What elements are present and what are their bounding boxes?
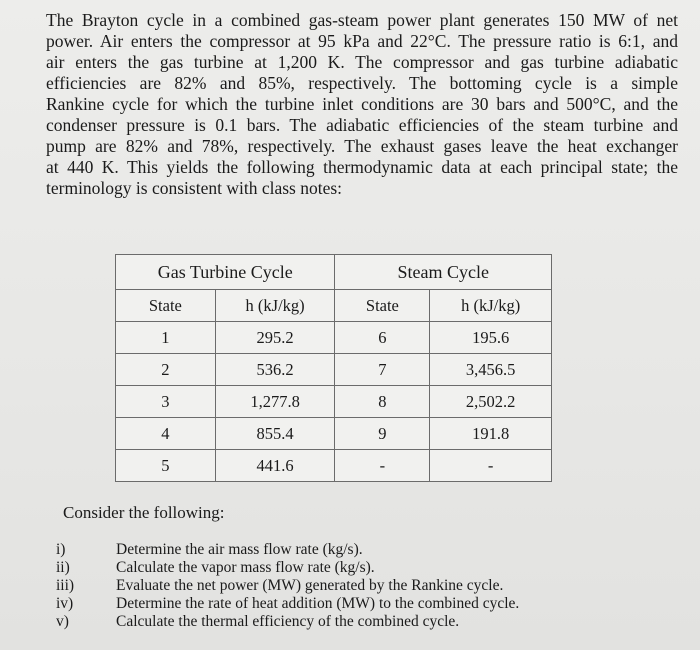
steam-state-column-header: State [335, 290, 430, 322]
question-number: iv) [56, 595, 74, 612]
steam-enthalpy-column-header: h (kJ/kg) [430, 290, 552, 322]
gas-enthalpy-cell: 295.2 [215, 322, 335, 354]
list-item [56, 541, 519, 559]
question-text: Calculate the thermal efficiency of the combined cycle. [116, 613, 460, 630]
gas-enthalpy-cell: 855.4 [215, 418, 335, 450]
gas-state-cell: 3 [116, 386, 216, 418]
list-item [56, 559, 519, 577]
steam-state-cell: - [335, 450, 430, 482]
steam-enthalpy-cell: 191.8 [430, 418, 552, 450]
gas-state-cell: 4 [116, 418, 216, 450]
statement-line: condenser pressure is 0.1 bars. The adiabatic efficiencies of the steam turbine and [46, 115, 678, 135]
question-number: i) [56, 541, 66, 558]
statement-line: pump are 82% and 78%, respectively. The exhaust gases leave the heat exchanger [46, 136, 678, 156]
list-item [56, 577, 519, 595]
statement-line: power. Air enters the compressor at 95 kPa and 22°C. The pressure ratio is 6:1, and [46, 31, 678, 51]
problem-statement [46, 10, 678, 199]
list-item [56, 595, 519, 613]
gas-enthalpy-cell: 1,277.8 [215, 386, 335, 418]
gas-state-cell: 2 [116, 354, 216, 386]
table-row [116, 450, 552, 482]
steam-state-cell: 6 [335, 322, 430, 354]
statement-line: terminology is consistent with class notes: [46, 178, 343, 198]
gas-state-column-header: State [116, 290, 216, 322]
statement-line: air enters the gas turbine at 1,200 K. The compressor and gas turbine adiabatic [46, 52, 678, 72]
table-row [116, 354, 552, 386]
steam-enthalpy-cell: 3,456.5 [430, 354, 552, 386]
consider-heading: Consider the following: [63, 503, 225, 522]
statement-line: The Brayton cycle in a combined gas-steam power plant generates 150 MW of net [46, 10, 678, 30]
steam-enthalpy-cell: 195.6 [430, 322, 552, 354]
question-number: v) [56, 613, 69, 630]
question-text: Calculate the vapor mass flow rate (kg/s). [116, 559, 375, 576]
gas-enthalpy-column-header: h (kJ/kg) [215, 290, 335, 322]
statement-line: Rankine cycle for which the turbine inlet conditions are 30 bars and 500°C, and the [46, 94, 678, 114]
gas-state-cell: 5 [116, 450, 216, 482]
question-number: ii) [56, 559, 70, 576]
steam-state-cell: 9 [335, 418, 430, 450]
steam-state-cell: 7 [335, 354, 430, 386]
list-item [56, 613, 519, 631]
question-number: iii) [56, 577, 75, 594]
table-group-header-row [116, 255, 552, 290]
steam-state-cell: 8 [335, 386, 430, 418]
steam-cycle-header: Steam Cycle [335, 255, 552, 290]
question-list [56, 541, 519, 631]
gas-enthalpy-cell: 441.6 [215, 450, 335, 482]
table-row [116, 418, 552, 450]
gas-enthalpy-cell: 536.2 [215, 354, 335, 386]
steam-enthalpy-cell: - [430, 450, 552, 482]
table-row [116, 386, 552, 418]
question-text: Evaluate the net power (MW) generated by the Rankine cycle. [116, 577, 504, 594]
question-text: Determine the air mass flow rate (kg/s). [116, 541, 363, 558]
thermodynamic-data-table [115, 254, 552, 482]
gas-turbine-cycle-header: Gas Turbine Cycle [116, 255, 335, 290]
table-row [116, 322, 552, 354]
statement-line: at 440 K. This yields the following thermodynamic data at each principal state; the [46, 157, 678, 177]
gas-state-cell: 1 [116, 322, 216, 354]
table-column-header-row [116, 290, 552, 322]
steam-enthalpy-cell: 2,502.2 [430, 386, 552, 418]
question-text: Determine the rate of heat addition (MW) to the combined cycle. [116, 595, 520, 612]
statement-line: efficiencies are 82% and 85%, respectively. The bottoming cycle is a simple [46, 73, 678, 93]
